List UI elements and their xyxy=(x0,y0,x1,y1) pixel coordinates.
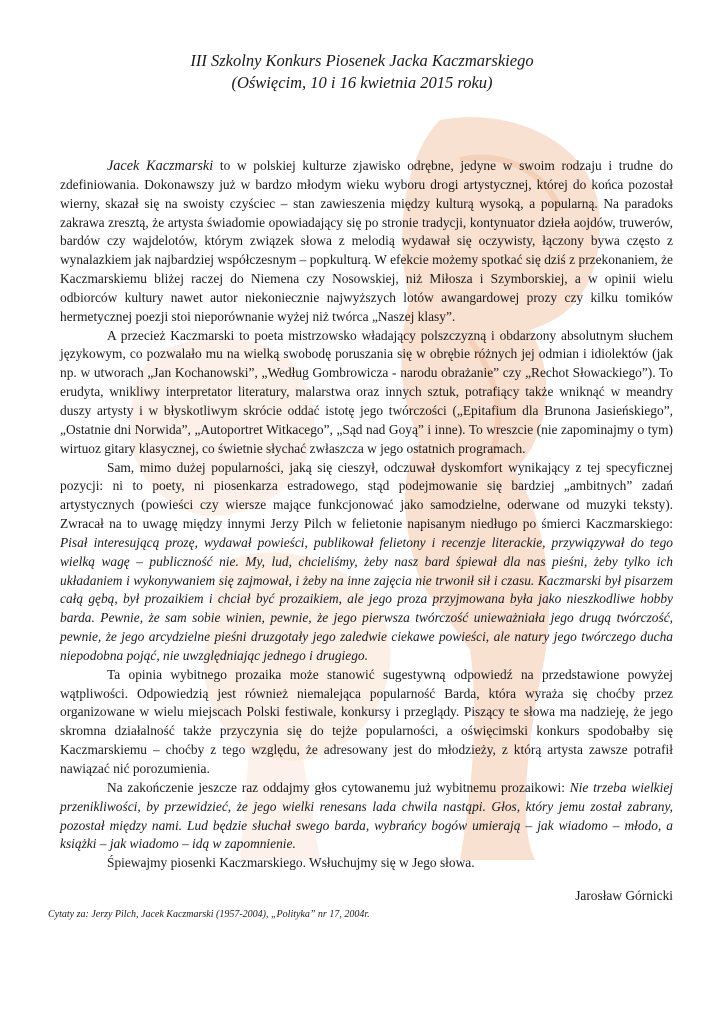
paragraph-3 xyxy=(60,459,673,666)
paragraph-3-text: Sam, mimo dużej popularności, jaką się cieszył, odczuwał dyskomfort wynikający z tej specyficznej pozycji: ni to poety, ni piosenkarza estradowego, stąd podejmowanie się bardziej „ambitnych” zadań artystycznych (powieści czy wiersze mające funkcjonować jako samodzielne, oderwane od muzyki teksty). Zwracał na to uwagę między innymi Jerzy Pilch w felietonie napisanym niedługo po śmierci Kaczmarskiego: xyxy=(60,459,673,532)
author-name: Jacek Kaczmarski xyxy=(107,158,214,174)
pilch-quote-1: Pisał interesującą prozę, wydawał powieści, publikował felietony i recenzje literackie, przywiązywał do tego wielką wagę – publiczność nie. My, lud, chcieliśmy, żeby nasz bard śpiewał dla nas pieśni, żeby tylko ich układaniem i wykonywaniem się zajmował, i żeby na inne zajęcia nie trwonił sił i czasu. Kaczmarski był pisarzem całą gębą, był prozaikiem i chciał być prozaikiem, ale jego proza przyjmowana była jako nieszkodliwe hobby barda. Pewnie, że sam sobie winien, pewnie, że jego pierwsza twórczość unieważniała jego drugą twórczość, pewnie, że jego arcydzielne pieśni druzgotały jego zaledwie ciekawe powieści, ale natury jego twórczego ducha niepodobna pojąć, nie uwzględniając jednego i drugiego. xyxy=(60,534,673,663)
paragraph-5-text: Na zakończenie jeszcze raz oddajmy głos cytowanemu już wybitnemu prozaikowi: xyxy=(107,779,570,795)
paragraph-5 xyxy=(60,779,673,854)
title-line-2: (Oświęcim, 10 i 16 kwietnia 2015 roku) xyxy=(231,73,493,92)
paragraph-6: Śpiewajmy piosenki Kaczmarskiego. Wsłuchujmy się w Jego słowa. xyxy=(107,855,475,871)
document-title xyxy=(0,50,724,94)
citation-footnote: Cytaty za: Jerzy Pilch, Jacek Kaczmarski (1957-2004), „Polityka” nr 17, 2004r. xyxy=(48,909,370,920)
title-line-1: III Szkolny Konkurs Piosenek Jacka Kaczmarskiego xyxy=(190,51,534,70)
paragraph-1-text: to w polskiej kulturze zjawisko odrębne, jedyne w swoim rodzaju i trudne do zdefiniowania. Dokonawszy już w bardzo młodym wieku wyboru drogi artystycznej, której do końca pozostał wierny, skazał się na swoisty czyściec – stan zawieszenia między kulturą wysoką, a popularną. Na paradoks zakrawa zresztą, że artysta świadomie opowiadający się po stronie tradycji, kontynuator dzieła aojdów, truwerów, bardów czy wajdelotów, którym związek słowa z melodią wydawał się oczywisty, łączony bywa często z wynalazkiem jak najbardziej współczesnym – popkulturą. W efekcie możemy spotkać się dziś z przekonaniem, że Kaczmarskiemu bliżej raczej do Niemena czy Nosowskiej, niż Miłosza i Szymborskiej, a w opinii wielu odbiorców kultury nawet autor niekoniecznie najwyższych lotów awangardowej prozy czy kilku tomików hermetycznej poezji stoi nieporównanie wyżej niż twórca „Naszej klasy”. xyxy=(60,158,673,324)
signature: Jarosław Górnicki xyxy=(575,888,673,904)
article-body xyxy=(60,157,673,906)
paragraph-4: Ta opinia wybitnego prozaika może stanowić sugestywną odpowiedź na przedstawione powyżej wątpliwości. Odpowiedzią jest również niemalejąca popularność Barda, która wyraża się choćby przez organizowane w wielu miejscach Polski festiwale, konkursy i przeglądy. Piszący te słowa ma nadzieję, że jego skromna działalność także przyczynia się do tejże popularności, a oświęcimski konkurs spodobałby się Kaczmarskiemu – choćby z tego względu, że adresowany jest do młodzieży, z którą artysta zawsze potrafił nawiązać nić porozumienia. xyxy=(60,666,673,776)
paragraph-1 xyxy=(60,157,673,327)
pilch-quote-2: Nie trzeba wielkiej przenikliwości, by przewidzieć, że jego wielki renesans lada chwila nastąpi. Głos, który jemu został zabrany, pozostał między nami. Lud będzie słuchał swego barda, wybrańcy bogów umierają – jak wiadomo – młodo, a książki – jak wiadomo – idą w zapomnienie. xyxy=(60,779,673,852)
paragraph-2: A przecież Kaczmarski to poeta mistrzowsko władający polszczyzną i obdarzony absolutnym słuchem językowym, co pozwalało mu na wielką swobodę poruszania się w obrębie różnych jej odmian i idiolektów (jak np. w utworach „Jan Kochanowski”, „Według Gombrowicza - narodu obrażanie” czy „Rechot Słowackiego”). To erudyta, wnikliwy interpretator literatury, malarstwa oraz innych sztuk, potrafiący także wniknąć w meandry duszy artysty i w błyskotliwym skrócie oddać istotę jego twórczości („Epitafium dla Brunona Jasieńskiego”, „Ostatnie dni Norwida”, „Autoportret Witkacego”, „Sąd nad Goyą” i inne). To wreszcie (nie zapominajmy o tym) wirtuoz gitary klasycznej, co świetnie słychać zwłaszcza w jego ostatnich programach. xyxy=(60,327,673,456)
